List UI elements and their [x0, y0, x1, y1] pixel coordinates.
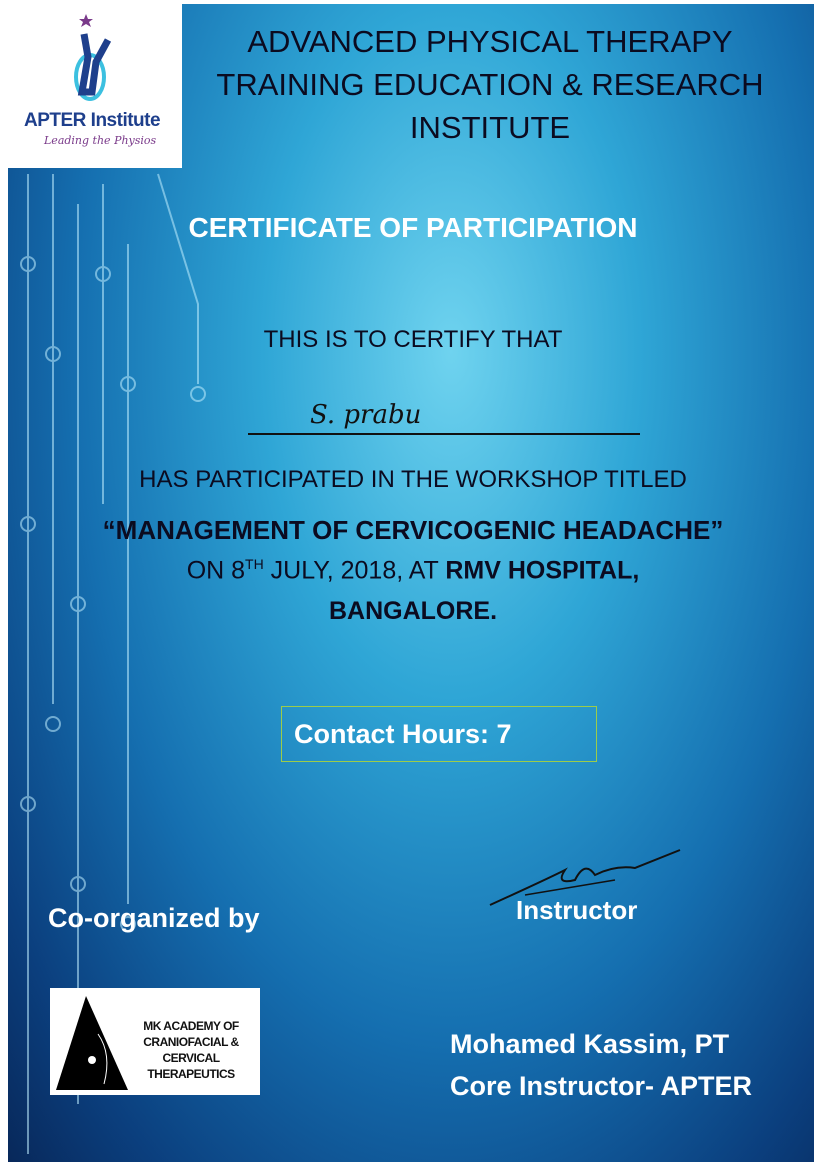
header-line-1: ADVANCED PHYSICAL THERAPY — [247, 24, 733, 59]
participation-text: HAS PARTICIPATED IN THE WORKSHOP TITLED — [139, 466, 687, 493]
leaping-figure-icon — [68, 12, 118, 107]
contact-hours-box: Contact Hours: 7 — [281, 706, 597, 762]
certify-text: THIS IS TO CERTIFY THAT — [263, 326, 563, 353]
workshop-title: “MANAGEMENT OF CERVICOGENIC HEADACHE” — [102, 515, 724, 545]
coorganizer-line-2: CRANIOFACIAL & CERVICAL — [143, 1035, 239, 1065]
name-underline — [248, 433, 640, 435]
coorganizer-line-1: MK ACADEMY OF — [143, 1019, 239, 1033]
logo-name: APTER Institute — [24, 110, 161, 131]
header-line-2: TRAINING EDUCATION & RESEARCH — [216, 67, 764, 102]
apter-logo — [8, 4, 182, 168]
institute-header — [170, 20, 810, 149]
instructor-name: Mohamed Kassim, PT — [450, 1029, 730, 1059]
triangle-head-icon — [54, 994, 130, 1092]
coorganizer-line-3: THERAPEUTICS — [147, 1067, 235, 1081]
instructor-role: Core Instructor- APTER — [450, 1071, 753, 1101]
city: BANGALORE. — [328, 597, 498, 625]
date-day: ON 8 — [186, 556, 246, 585]
instructor-label: Instructor — [516, 895, 638, 925]
date-rest: JULY, 2018, AT — [263, 556, 446, 585]
workshop-date — [0, 556, 826, 585]
coorganized-label: Co-organized by — [48, 903, 260, 933]
instructor-info — [450, 1023, 752, 1107]
logo-tagline: Leading the Physios — [44, 134, 157, 147]
certificate-title: CERTIFICATE OF PARTICIPATION — [188, 212, 638, 243]
venue: RMV HOSPITAL, — [445, 556, 640, 585]
header-line-3: INSTITUTE — [409, 110, 571, 145]
date-suffix: TH — [245, 556, 264, 572]
participant-name: S. prabu — [310, 400, 422, 430]
mk-academy-logo — [50, 988, 260, 1095]
